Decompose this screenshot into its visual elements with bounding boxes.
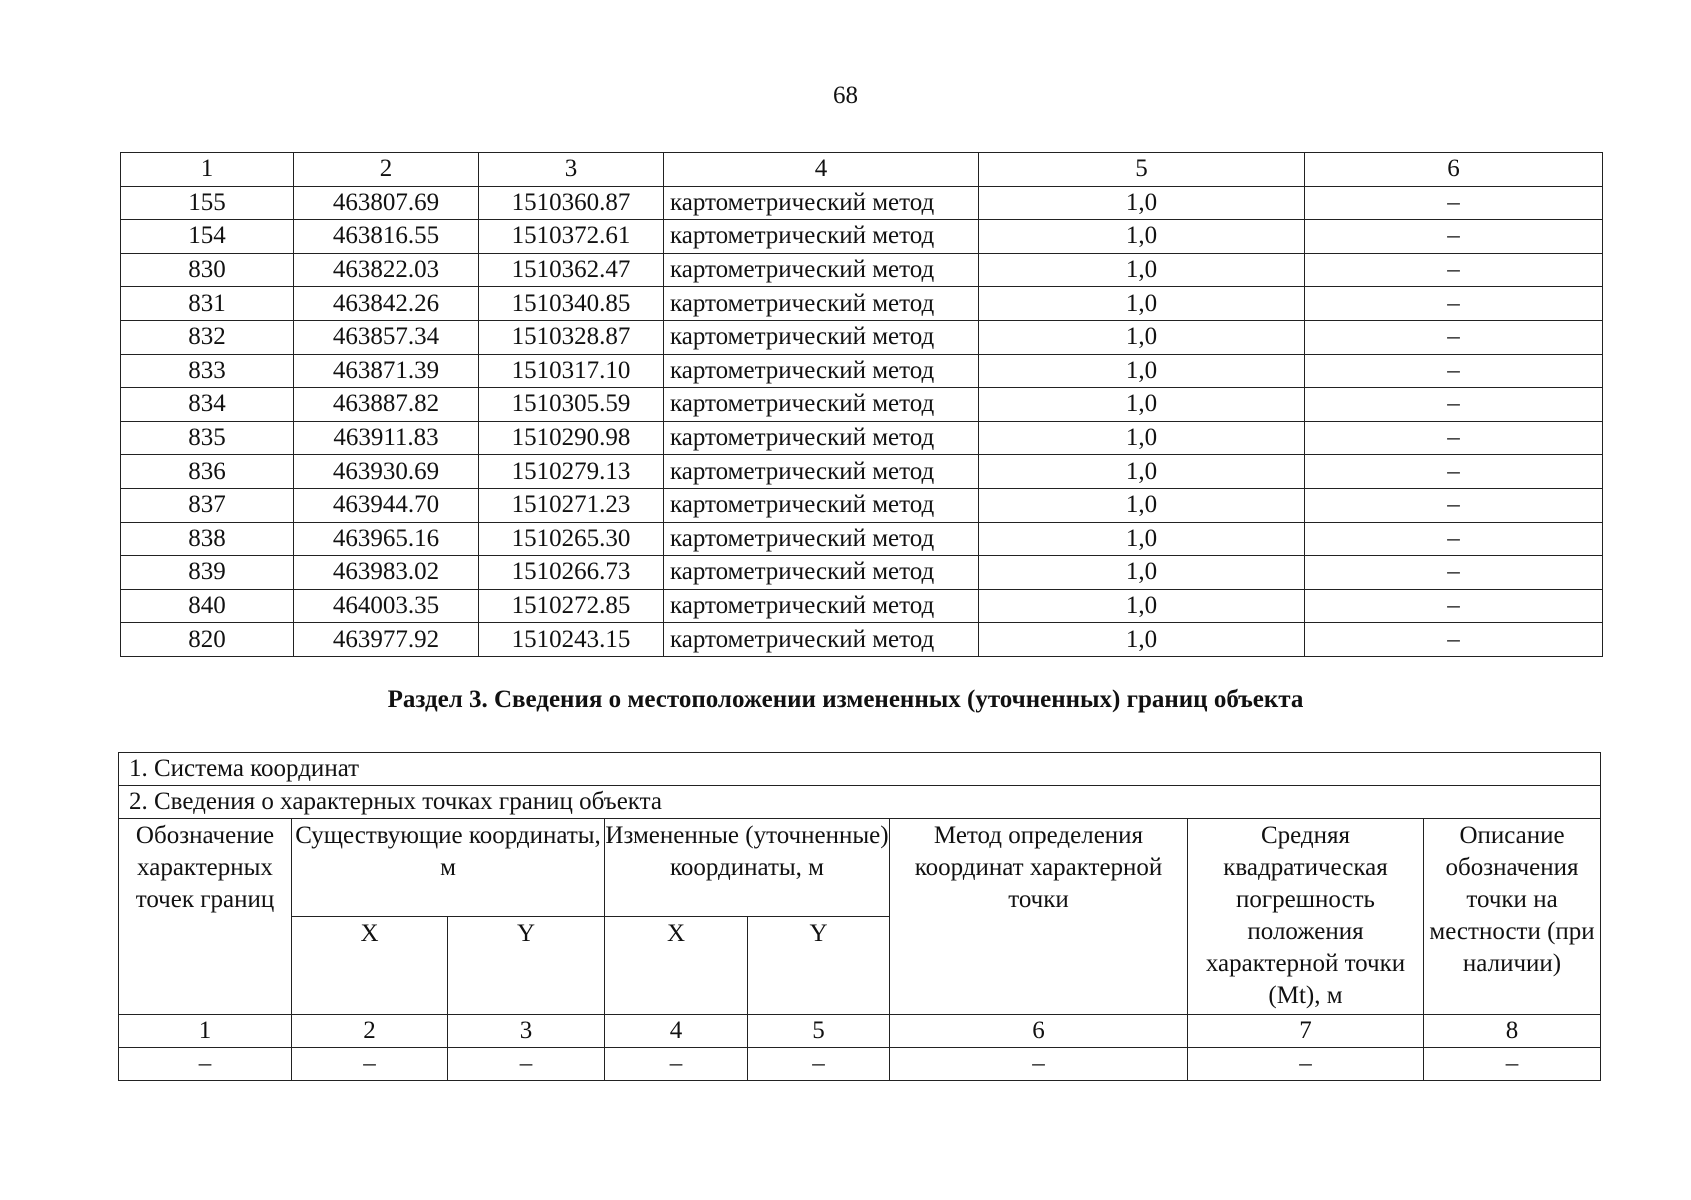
table-cell: – xyxy=(1305,455,1603,489)
table-cell: 463816.55 xyxy=(294,220,479,254)
header-existing-x: X xyxy=(292,917,448,1015)
table-cell: 463857.34 xyxy=(294,320,479,354)
table-cell: 820 xyxy=(121,623,294,657)
table-cell: – xyxy=(1305,186,1603,220)
table-cell: 1,0 xyxy=(979,220,1305,254)
header-row xyxy=(119,819,1601,917)
table-cell: – xyxy=(1305,421,1603,455)
header-method: Метод определения координат характерной точки xyxy=(890,819,1188,1015)
table-cell: 1510305.59 xyxy=(479,388,664,422)
table-cell: 1,0 xyxy=(979,354,1305,388)
table-cell: 463965.16 xyxy=(294,522,479,556)
table-cell: 463944.70 xyxy=(294,488,479,522)
table-cell: 831 xyxy=(121,287,294,321)
table-row xyxy=(121,220,1603,254)
table-row xyxy=(121,320,1603,354)
table-row xyxy=(121,388,1603,422)
table-cell: – xyxy=(448,1048,605,1081)
table-cell: 1,0 xyxy=(979,388,1305,422)
table-cell: 1,0 xyxy=(979,556,1305,590)
table-cell: 838 xyxy=(121,522,294,556)
table-cell: – xyxy=(1305,556,1603,590)
changed-boundaries-table xyxy=(118,752,1601,1081)
table-cell: – xyxy=(748,1048,890,1081)
coord-system-label: 1. Система координат xyxy=(119,753,1601,786)
table-cell: 1510328.87 xyxy=(479,320,664,354)
table-cell: картометрический метод xyxy=(664,354,979,388)
table-cell: 463887.82 xyxy=(294,388,479,422)
table-cell: 1,0 xyxy=(979,522,1305,556)
table-cell: 839 xyxy=(121,556,294,590)
points-info-label: 2. Сведения о характерных точках границ объекта xyxy=(119,786,1601,819)
table-cell: – xyxy=(119,1048,292,1081)
column-number-row xyxy=(119,1015,1601,1048)
header-changed-x: X xyxy=(605,917,748,1015)
table-cell: – xyxy=(1305,488,1603,522)
header-error: Средняя квадратическая погрешность положения характерной точки (Mt), м xyxy=(1188,819,1424,1015)
points-info-row xyxy=(119,786,1601,819)
column-number: 5 xyxy=(748,1015,890,1048)
table-row xyxy=(121,589,1603,623)
table-row xyxy=(121,623,1603,657)
table-cell: 1510290.98 xyxy=(479,421,664,455)
table-cell: – xyxy=(1305,220,1603,254)
table-cell: картометрический метод xyxy=(664,421,979,455)
table-cell: картометрический метод xyxy=(664,589,979,623)
table-cell: 1,0 xyxy=(979,488,1305,522)
table-cell: 1510271.23 xyxy=(479,488,664,522)
column-number: 1 xyxy=(121,153,294,187)
table-cell: 835 xyxy=(121,421,294,455)
table-cell: картометрический метод xyxy=(664,253,979,287)
table-cell: 154 xyxy=(121,220,294,254)
table-cell: 837 xyxy=(121,488,294,522)
table-cell: 1510360.87 xyxy=(479,186,664,220)
table-row xyxy=(119,1048,1601,1081)
table-cell: 463983.02 xyxy=(294,556,479,590)
column-number: 2 xyxy=(292,1015,448,1048)
table-cell: картометрический метод xyxy=(664,522,979,556)
table-cell: картометрический метод xyxy=(664,220,979,254)
table-cell: 155 xyxy=(121,186,294,220)
column-number: 7 xyxy=(1188,1015,1424,1048)
table-cell: 463911.83 xyxy=(294,421,479,455)
table-cell: картометрический метод xyxy=(664,186,979,220)
page-number: 68 xyxy=(833,82,858,109)
table-row xyxy=(121,354,1603,388)
column-number: 1 xyxy=(119,1015,292,1048)
table-cell: – xyxy=(1424,1048,1601,1081)
table-cell: – xyxy=(1188,1048,1424,1081)
table-row xyxy=(121,421,1603,455)
table-cell: картометрический метод xyxy=(664,623,979,657)
table-cell: – xyxy=(1305,354,1603,388)
table-cell: картометрический метод xyxy=(664,388,979,422)
table-cell: 464003.35 xyxy=(294,589,479,623)
table-cell: 1510279.13 xyxy=(479,455,664,489)
table-cell: 833 xyxy=(121,354,294,388)
boundary-points-table xyxy=(120,152,1603,657)
column-number: 8 xyxy=(1424,1015,1601,1048)
table-cell: 1510340.85 xyxy=(479,287,664,321)
coord-system-row xyxy=(119,753,1601,786)
column-number-row xyxy=(121,153,1603,187)
table-cell: 1,0 xyxy=(979,320,1305,354)
table-cell: – xyxy=(1305,253,1603,287)
table-cell: 840 xyxy=(121,589,294,623)
header-existing-y: Y xyxy=(448,917,605,1015)
table-cell: картометрический метод xyxy=(664,455,979,489)
table-cell: 1510372.61 xyxy=(479,220,664,254)
header-designation: Обозначение характерных точек границ xyxy=(119,819,292,1015)
table-cell: 463822.03 xyxy=(294,253,479,287)
table-row xyxy=(121,488,1603,522)
table-cell: картометрический метод xyxy=(664,488,979,522)
column-number: 4 xyxy=(605,1015,748,1048)
table-cell: – xyxy=(1305,589,1603,623)
table-cell: – xyxy=(1305,320,1603,354)
column-number: 6 xyxy=(890,1015,1188,1048)
table-cell: 463930.69 xyxy=(294,455,479,489)
table-cell: 1,0 xyxy=(979,253,1305,287)
table-cell: – xyxy=(1305,388,1603,422)
table-row xyxy=(121,455,1603,489)
table-row xyxy=(121,522,1603,556)
table-row xyxy=(121,253,1603,287)
table-cell: 1510265.30 xyxy=(479,522,664,556)
column-number: 5 xyxy=(979,153,1305,187)
column-number: 6 xyxy=(1305,153,1603,187)
table-cell: – xyxy=(1305,287,1603,321)
table-cell: 463807.69 xyxy=(294,186,479,220)
table-cell: 1510266.73 xyxy=(479,556,664,590)
table-cell: 1510317.10 xyxy=(479,354,664,388)
table-cell: 834 xyxy=(121,388,294,422)
table-cell: картометрический метод xyxy=(664,320,979,354)
table-cell: 463977.92 xyxy=(294,623,479,657)
table-cell: – xyxy=(292,1048,448,1081)
table-row xyxy=(121,556,1603,590)
table-row xyxy=(121,186,1603,220)
table-row xyxy=(121,287,1603,321)
section-title: Раздел 3. Сведения о местоположении измененных (уточненных) границ объекта xyxy=(387,686,1304,713)
table-cell: 1510362.47 xyxy=(479,253,664,287)
table-cell: 832 xyxy=(121,320,294,354)
column-number: 2 xyxy=(294,153,479,187)
table-cell: 1,0 xyxy=(979,287,1305,321)
table-cell: 830 xyxy=(121,253,294,287)
table-cell: 1,0 xyxy=(979,186,1305,220)
table-cell: – xyxy=(605,1048,748,1081)
table-cell: – xyxy=(1305,522,1603,556)
table-cell: – xyxy=(890,1048,1188,1081)
table-cell: 1,0 xyxy=(979,589,1305,623)
header-changed-y: Y xyxy=(748,917,890,1015)
table-cell: 1510272.85 xyxy=(479,589,664,623)
table-cell: 463842.26 xyxy=(294,287,479,321)
table-cell: 1,0 xyxy=(979,623,1305,657)
table-cell: 836 xyxy=(121,455,294,489)
column-number: 3 xyxy=(448,1015,605,1048)
table-cell: 1,0 xyxy=(979,421,1305,455)
column-number: 3 xyxy=(479,153,664,187)
header-changed-coords: Измененные (уточненные) координаты, м xyxy=(605,819,890,917)
table-cell: 1510243.15 xyxy=(479,623,664,657)
table-cell: картометрический метод xyxy=(664,556,979,590)
header-description: Описание обозначения точки на местности (при наличии) xyxy=(1424,819,1601,1015)
table-cell: картометрический метод xyxy=(664,287,979,321)
header-existing-coords: Существующие координаты, м xyxy=(292,819,605,917)
table-cell: – xyxy=(1305,623,1603,657)
table-cell: 1,0 xyxy=(979,455,1305,489)
table-cell: 463871.39 xyxy=(294,354,479,388)
column-number: 4 xyxy=(664,153,979,187)
